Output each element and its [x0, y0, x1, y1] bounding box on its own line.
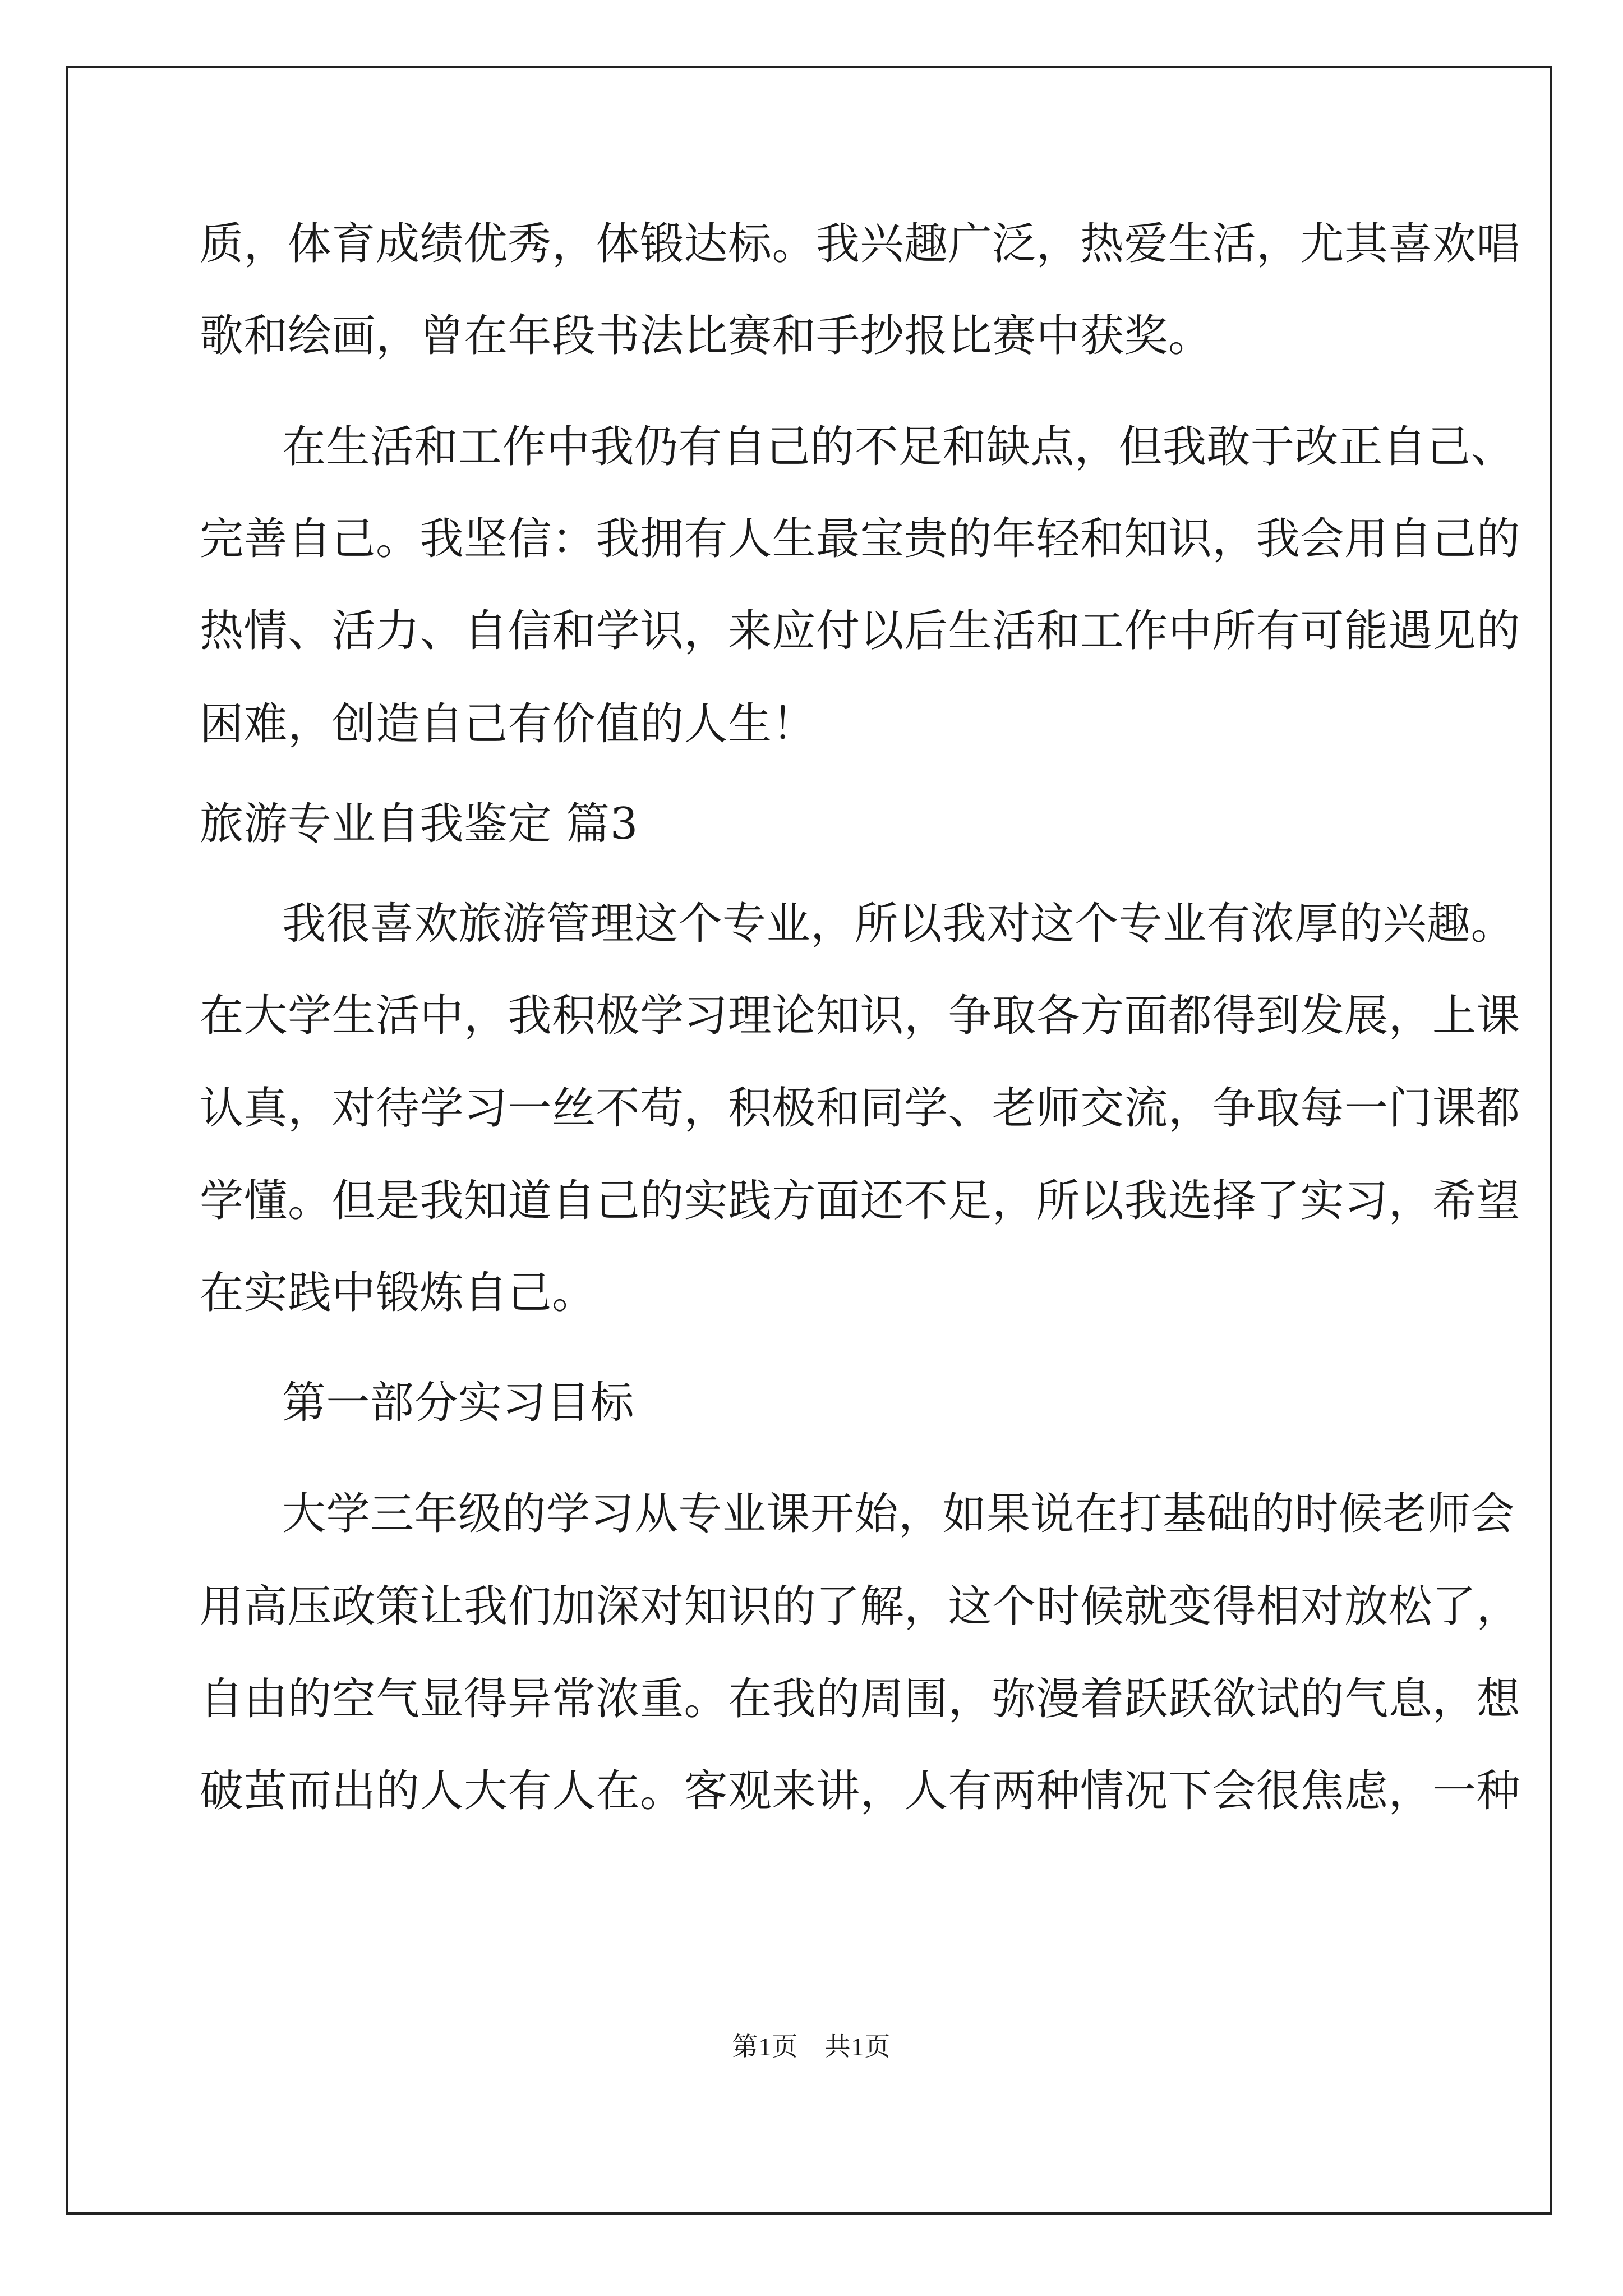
paragraph-start-line: 大学三年级的学习从专业课开始，如果说在打基础的时候老师会 [282, 1489, 1515, 1539]
paragraph-start-line: 我很喜欢旅游管理这个专业，所以我对这个专业有浓厚的兴趣。 [282, 899, 1515, 949]
paragraph-start-line: 在生活和工作中我仍有自己的不足和缺点，但我敢于改正自己、 [282, 422, 1515, 472]
text-line: 在实践中锻炼自己。 [200, 1268, 596, 1318]
page-number-footer: 第1页 共1页 [732, 2032, 891, 2061]
text-line: 热情、活力、自信和学识，来应付以后生活和工作中所有可能遇见的 [200, 606, 1521, 656]
text-line: 困难，创造自己有价值的人生！ [200, 699, 817, 749]
text-line: 认真，对待学习一丝不苟，积极和同学、老师交流，争取每一门课都 [200, 1083, 1521, 1134]
page-border [66, 66, 1552, 2215]
text-line: 完善自己。我坚信：我拥有人生最宝贵的年轻和知识，我会用自己的 [200, 514, 1521, 564]
text-line: 学懂。但是我知道自己的实践方面还不足，所以我选择了实习，希望 [200, 1176, 1521, 1226]
text-line: 破茧而出的人大有人在。客观来讲，人有两种情况下会很焦虑，一种 [200, 1766, 1521, 1816]
text-line: 用高压政策让我们加深对知识的了解，这个时候就变得相对放松了， [200, 1581, 1521, 1632]
text-line: 在大学生活中，我积极学习理论知识，争取各方面都得到发展，上课 [200, 991, 1521, 1041]
subsection-heading: 第一部分实习目标 [282, 1378, 635, 1428]
text-line: 自由的空气显得异常浓重。在我的周围，弥漫着跃跃欲试的气息，想 [200, 1674, 1521, 1724]
text-line: 歌和绘画，曾在年段书法比赛和手抄报比赛中获奖。 [200, 311, 1212, 361]
section-heading: 旅游专业自我鉴定 篇3 [200, 799, 638, 849]
text-line: 质，体育成绩优秀，体锻达标。我兴趣广泛，热爱生活，尤其喜欢唱 [200, 219, 1521, 269]
